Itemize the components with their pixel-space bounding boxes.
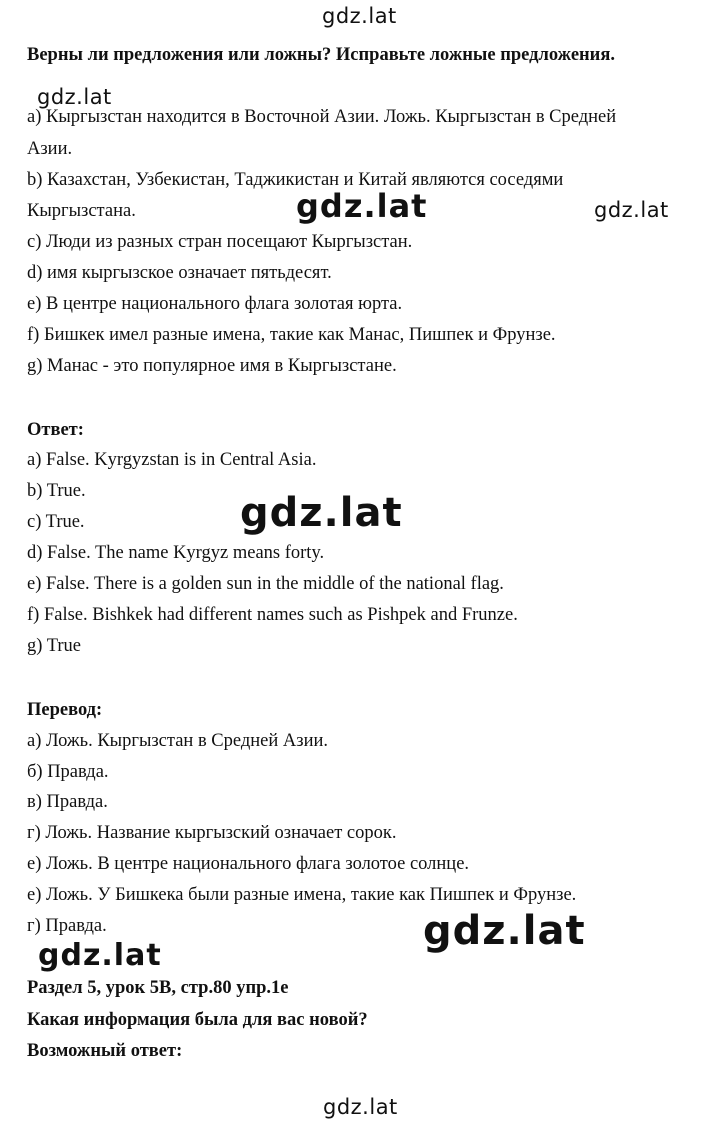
translation-item: г) Правда. — [27, 916, 107, 936]
section-answer-label: Возможный ответ: — [27, 1041, 183, 1061]
task-heading: Верны ли предложения или ложны? Исправьте ложные предложения. — [27, 45, 615, 65]
translation-item: в) Правда. — [27, 792, 108, 812]
task-item: Кыргызстана. — [27, 201, 136, 221]
task-item: c) Люди из разных стран посещают Кыргызстан. — [27, 232, 413, 252]
answer-item: c) True. — [27, 512, 85, 532]
task-item: e) В центре национального флага золотая юрта. — [27, 294, 403, 314]
translation-item: а) Ложь. Кыргызстан в Средней Азии. — [27, 731, 329, 751]
translation-item: е) Ложь. У Бишкека были разные имена, такие как Пишпек и Фрунзе. — [27, 885, 577, 905]
answer-item: b) True. — [27, 481, 86, 501]
watermark-text: gdz.lat — [423, 908, 586, 954]
task-item: Азии. — [27, 139, 73, 159]
translation-heading: Перевод: — [27, 700, 103, 720]
answer-item: f) False. Bishkek had different names such as Pishpek and Frunze. — [27, 605, 518, 625]
watermark-text: gdz.lat — [240, 490, 403, 536]
watermark-text: gdz.lat — [38, 938, 162, 973]
answer-item: a) False. Kyrgyzstan is in Central Asia. — [27, 450, 317, 470]
watermark-text: gdz.lat — [37, 85, 112, 109]
answer-item: g) True — [27, 636, 81, 656]
translation-item: г) Ложь. Название кыргызский означает сорок. — [27, 823, 397, 843]
watermark-text: gdz.lat — [594, 198, 669, 222]
answer-heading: Ответ: — [27, 420, 84, 440]
task-item: b) Казахстан, Узбекистан, Таджикистан и Китай являются соседями — [27, 170, 564, 190]
task-item: a) Кыргызстан находится в Восточной Азии. Ложь. Кыргызстан в Средней — [27, 107, 617, 127]
watermark-text: gdz.lat — [322, 4, 397, 28]
watermark-text: gdz.lat — [323, 1095, 398, 1119]
task-item: g) Манас - это популярное имя в Кыргызстане. — [27, 356, 397, 376]
answer-item: d) False. The name Kyrgyz means forty. — [27, 543, 325, 563]
task-item: d) имя кыргызское означает пятьдесят. — [27, 263, 332, 283]
task-item: f) Бишкек имел разные имена, такие как Манас, Пишпек и Фрунзе. — [27, 325, 556, 345]
section-title: Раздел 5, урок 5B, стр.80 упр.1e — [27, 978, 289, 998]
watermark-text: gdz.lat — [296, 187, 428, 225]
answer-item: e) False. There is a golden sun in the middle of the national flag. — [27, 574, 504, 594]
section-question: Какая информация была для вас новой? — [27, 1010, 368, 1030]
translation-item: б) Правда. — [27, 762, 109, 782]
translation-item: е) Ложь. В центре национального флага золотое солнце. — [27, 854, 470, 874]
